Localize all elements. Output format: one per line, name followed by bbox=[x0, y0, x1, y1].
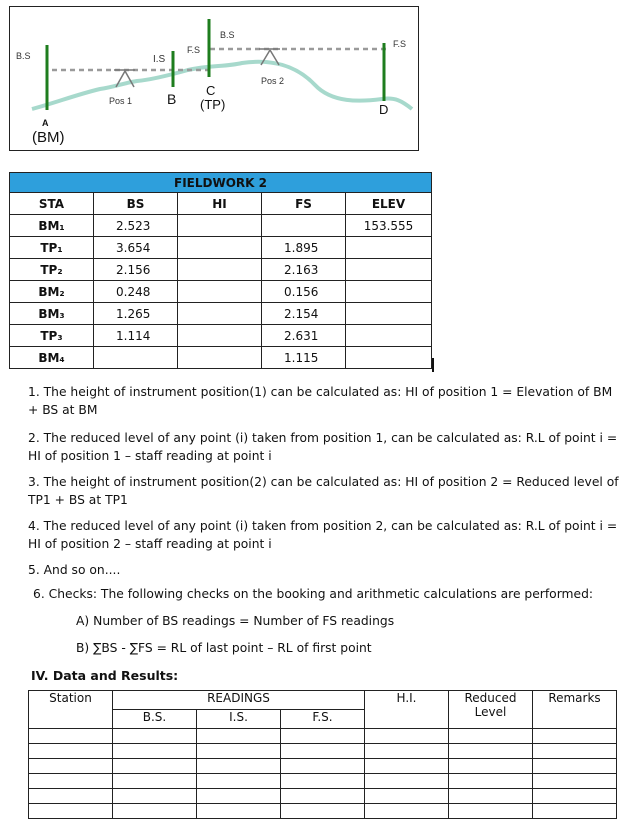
elev-cell: 153.555 bbox=[346, 215, 432, 237]
elev-cell bbox=[346, 259, 432, 281]
bs-left-label: B.S bbox=[16, 51, 31, 61]
hi-cell bbox=[178, 303, 262, 325]
note-1: 1. The height of instrument position(1) can be calculated as: HI of position 1 = Elevation of BM + BS at BM bbox=[28, 385, 613, 417]
reduced-level-header: Reduced Level bbox=[449, 691, 533, 729]
fs-cell: 2.163 bbox=[262, 259, 346, 281]
note-4: 4. The reduced level of any point (i) taken from position 2, can be calculated as: R.L of point i = HI of position 2 – staff reading at point i bbox=[28, 519, 618, 551]
sta-cell: BM₃ bbox=[10, 303, 94, 325]
sta-cell: TP₂ bbox=[10, 259, 94, 281]
note-6b: B) ∑BS - ∑FS = RL of last point – RL of first point bbox=[76, 641, 372, 655]
bs-cell: 3.654 bbox=[94, 237, 178, 259]
fs-mid-label: F.S bbox=[187, 45, 201, 55]
col-header-fs: FS bbox=[262, 193, 346, 215]
hi-cell bbox=[178, 347, 262, 369]
remarks-header: Remarks bbox=[533, 691, 617, 729]
is-header: I.S. bbox=[197, 710, 281, 729]
bs-cell bbox=[94, 347, 178, 369]
readings-header: READINGS bbox=[113, 691, 365, 710]
results-heading: IV. Data and Results: bbox=[31, 668, 179, 683]
note-6: 6. Checks: The following checks on the booking and arithmetic calculations are performed: bbox=[33, 587, 594, 601]
is-label: I.S bbox=[153, 54, 166, 65]
tp-label: (TP) bbox=[200, 97, 226, 112]
bs-cell: 1.114 bbox=[94, 325, 178, 347]
sta-cell: BM₁ bbox=[10, 215, 94, 237]
note-6a: A) Number of BS readings = Number of FS readings bbox=[76, 614, 395, 628]
hi-cell bbox=[178, 215, 262, 237]
table-row bbox=[10, 259, 432, 281]
table-row bbox=[29, 744, 617, 759]
fieldwork-title: FIELDWORK 2 bbox=[10, 173, 432, 193]
table-row bbox=[10, 303, 432, 325]
note-3: 3. The height of instrument position(2) can be calculated as: HI of position 2 = Reduced level of TP1 + BS at TP1 bbox=[28, 475, 619, 507]
hi-cell bbox=[178, 325, 262, 347]
col-header-sta: STA bbox=[10, 193, 94, 215]
elev-cell bbox=[346, 303, 432, 325]
pos1-label: Pos 1 bbox=[109, 96, 133, 106]
table-row bbox=[10, 237, 432, 259]
bs-header: B.S. bbox=[113, 710, 197, 729]
col-header-hi: HI bbox=[178, 193, 262, 215]
col-header-bs: BS bbox=[94, 193, 178, 215]
sta-cell: BM₄ bbox=[10, 347, 94, 369]
point-d-label: D bbox=[379, 102, 389, 117]
fs-header: F.S. bbox=[281, 710, 365, 729]
hi-cell bbox=[178, 237, 262, 259]
pos2-label: Pos 2 bbox=[261, 76, 285, 86]
sta-cell: BM₂ bbox=[10, 281, 94, 303]
hi-cell bbox=[178, 259, 262, 281]
hi-header: H.I. bbox=[365, 691, 449, 729]
hi-cell bbox=[178, 281, 262, 303]
fs-cell: 2.154 bbox=[262, 303, 346, 325]
point-b-label: B bbox=[167, 91, 177, 107]
bs-cell: 2.523 bbox=[94, 215, 178, 237]
table-row bbox=[10, 347, 432, 369]
sta-cell: TP₃ bbox=[10, 325, 94, 347]
fs-cell: 1.115 bbox=[262, 347, 346, 369]
fs-cell: 0.156 bbox=[262, 281, 346, 303]
table-row bbox=[10, 281, 432, 303]
point-c-label: C bbox=[206, 83, 216, 98]
bs-cell: 2.156 bbox=[94, 259, 178, 281]
bs-top-label: B.S bbox=[220, 30, 235, 40]
fieldwork-table bbox=[9, 172, 432, 369]
bm-label: (BM) bbox=[32, 129, 65, 146]
table-row bbox=[29, 729, 617, 744]
table-row bbox=[29, 789, 617, 804]
fs-cell: 2.631 bbox=[262, 325, 346, 347]
table-row bbox=[29, 759, 617, 774]
bs-cell: 0.248 bbox=[94, 281, 178, 303]
col-header-elev: ELEV bbox=[346, 193, 432, 215]
table-row bbox=[29, 774, 617, 789]
elev-cell bbox=[346, 347, 432, 369]
table-row bbox=[10, 215, 432, 237]
results-table bbox=[28, 690, 617, 819]
fs-cell: 1.895 bbox=[262, 237, 346, 259]
text-cursor bbox=[432, 358, 434, 372]
bs-cell: 1.265 bbox=[94, 303, 178, 325]
elev-cell bbox=[346, 281, 432, 303]
diagram-graphic bbox=[10, 7, 420, 152]
table-row bbox=[10, 325, 432, 347]
fs-right-label: F.S bbox=[393, 39, 407, 49]
fs-cell bbox=[262, 215, 346, 237]
note-5: 5. And so on.... bbox=[28, 563, 121, 577]
note-2: 2. The reduced level of any point (i) taken from position 1, can be calculated as: R.L of point i = HI of position 1 – staff reading at point i bbox=[28, 431, 618, 463]
elev-cell bbox=[346, 325, 432, 347]
station-header: Station bbox=[29, 691, 113, 729]
leveling-diagram bbox=[9, 6, 419, 151]
table-row bbox=[29, 804, 617, 819]
point-a-label: A bbox=[42, 118, 49, 128]
elev-cell bbox=[346, 237, 432, 259]
sta-cell: TP₁ bbox=[10, 237, 94, 259]
